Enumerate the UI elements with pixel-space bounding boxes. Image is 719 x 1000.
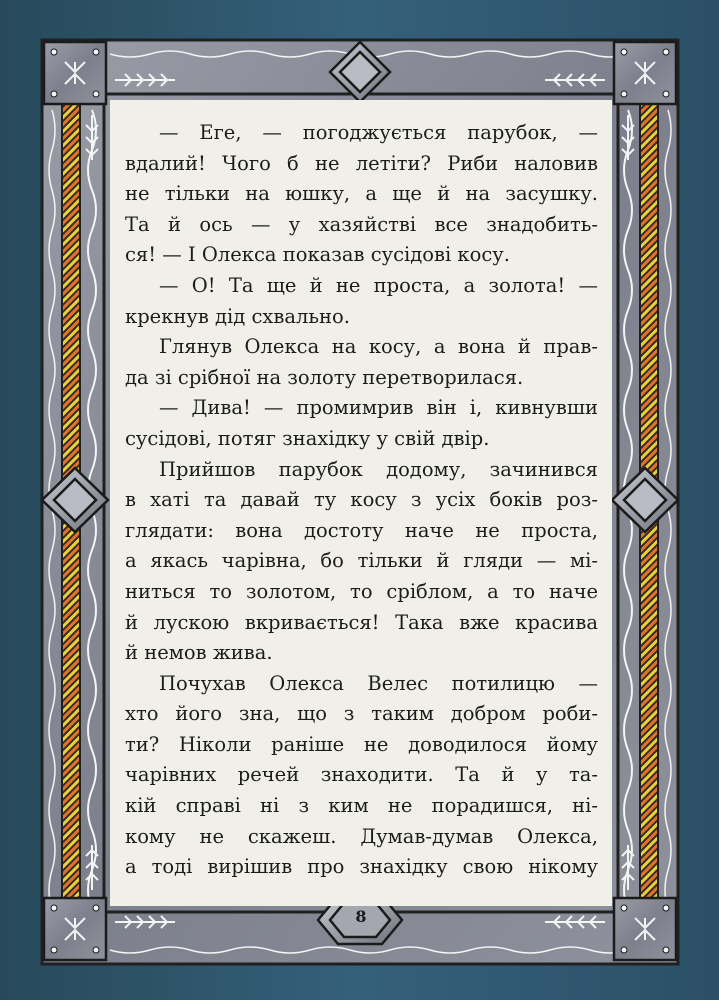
text-line: вдалий! Чого б не летіти? Риби наловив: [125, 151, 598, 175]
text-line: ниться то золотом, то сріблом, а то наче: [125, 579, 598, 603]
text-line: Прийшов парубок додому, зачинився: [159, 457, 598, 481]
text-line: — Дива! — промимрив він і, кивнувши: [159, 396, 598, 420]
text-line: а тоді вирішив про знахідку свою нікому: [125, 855, 598, 879]
text-line: — О! Та ще й не проста, а золота! —: [159, 273, 598, 297]
text-line: а якась чарівна, бо тільки й гляди — мі-: [125, 549, 598, 573]
text-line: Почухав Олекса Велес потилицю —: [159, 671, 598, 695]
text-line: — Еге, — погоджується парубок, —: [159, 121, 598, 144]
page-number: 8: [355, 907, 367, 926]
text-line: кому не скажеш. Думав-думав Олекса,: [125, 824, 598, 848]
text-line: сусідові, потяг знахідку у свій двір.: [125, 426, 490, 450]
text-line: хто його зна, що з таким добром роби-: [125, 702, 598, 726]
text-line: й лускою вкривається! Така вже красива: [125, 610, 598, 634]
text-line: ся! — І Олекса показав сусідові косу.: [125, 243, 510, 267]
text-line: кій справі ні з ким не порадишся, ні-: [125, 794, 598, 818]
text-line: да зі срібної на золоту перетворилася.: [125, 365, 524, 389]
text-line: Та й ось — у хазяйстві все знадобить-: [125, 212, 598, 236]
text-line: ти? Ніколи раніше не доводилося йому: [125, 732, 598, 756]
text-line: глядати: вона достоту наче не проста,: [125, 518, 598, 542]
story-text: [125, 118, 598, 883]
text-line: в хаті та давай ту косу з усіх боків роз-: [125, 488, 598, 512]
text-line: крекнув дід схвально.: [125, 304, 350, 328]
text-line: Глянув Олекса на косу, а вона й прав-: [159, 335, 598, 359]
text-line: чарівних речей знаходити. Та й у та-: [125, 763, 598, 787]
text-line: не тільки на юшку, а ще й на засушку.: [125, 182, 598, 206]
text-line: й немов жива.: [125, 641, 273, 665]
